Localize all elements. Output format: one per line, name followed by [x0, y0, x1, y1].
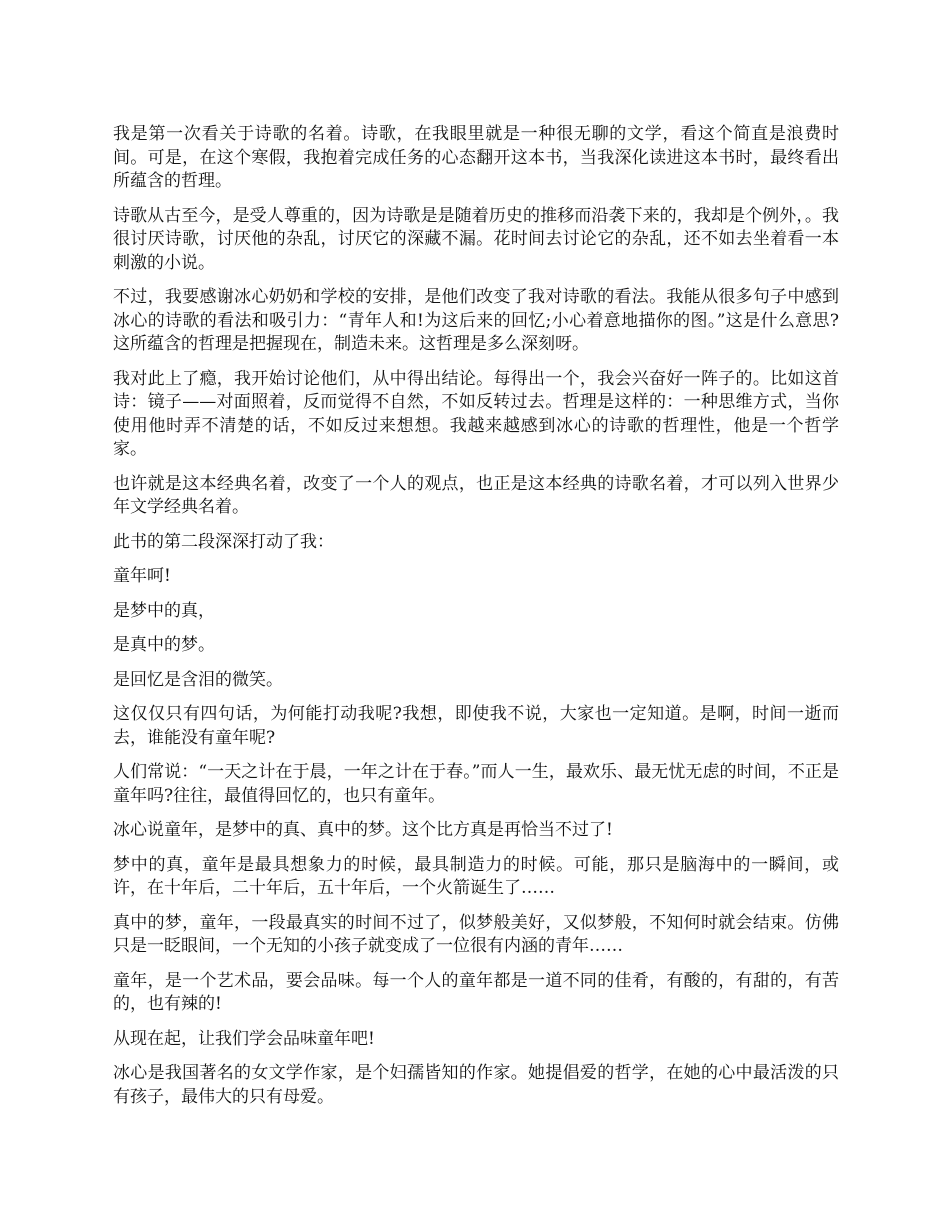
- poem-line: 是回忆是含泪的微笑。: [113, 669, 283, 690]
- paragraph: 也许就是这本经典名着，改变了一个人的观点，也正是这本经典的诗歌名着，才可以列入世界少年文学经典名着。: [113, 473, 839, 517]
- paragraph: 冰心是我国著名的女文学作家，是个妇孺皆知的作家。她提倡爱的哲学，在她的心中最活泼的只有孩子，最伟大的只有母爱。: [113, 1063, 839, 1107]
- paragraph: 人们常说：“一天之计在于晨，一年之计在于春。”而人一生，最欢乐、最无忧无虑的时间，不正是童年吗?往往，最值得回忆的，也只有童年。: [113, 762, 839, 806]
- poem-line: 是梦中的真，: [113, 600, 215, 621]
- paragraph: 不过，我要感谢冰心奶奶和学校的安排，是他们改变了我对诗歌的看法。我能从很多句子中感到冰心的诗歌的看法和吸引力：“青年人和!为这后来的回忆;小心着意地描你的图。”这是什么意思?这所蕴含的哲理是把握现在，制造未来。这哲理是多么深刻呀。: [113, 287, 839, 354]
- paragraph: 我对此上了瘾，我开始讨论他们，从中得出结论。每得出一个，我会兴奋好一阵子的。比如这首诗：镜子——对面照着，反而觉得不自然，不如反转过去。哲理是这样的：一种思维方式，当你使用他时弄不清楚的话，不如反过来想想。我越来越感到冰心的诗歌的哲理性，他是一个哲学家。: [113, 368, 839, 459]
- paragraph: 这仅仅只有四句话，为何能打动我呢?我想，即使我不说，大家也一定知道。是啊，时间一逝而去，谁能没有童年呢?: [113, 704, 839, 748]
- paragraph: 童年，是一个艺术品，要会品味。每一个人的童年都是一道不同的佳肴，有酸的，有甜的，有苦的，也有辣的!: [113, 970, 839, 1014]
- paragraph: 此书的第二段深深打动了我：: [113, 531, 334, 552]
- document-body: [113, 123, 839, 1120]
- paragraph: 我是第一次看关于诗歌的名着。诗歌，在我眼里就是一种很无聊的文学，看这个简直是浪费时间。可是，在这个寒假，我抱着完成任务的心态翻开这本书，当我深化读进这本书时，最终看出所蕴含的哲理。: [113, 124, 839, 191]
- paragraph: 冰心说童年，是梦中的真、真中的梦。这个比方真是再恰当不过了!: [113, 820, 613, 840]
- poem-line: 是真中的梦。: [113, 635, 215, 655]
- paragraph: 从现在起，让我们学会品味童年吧!: [113, 1028, 375, 1049]
- paragraph: 梦中的真，童年是最具想象力的时候，最具制造力的时候。可能，那只是脑海中的一瞬间，或许，在十年后，二十年后，五十年后，一个火箭诞生了……: [113, 854, 839, 898]
- paragraph: 诗歌从古至今，是受人尊重的，因为诗歌是是随着历史的推移而沿袭下来的，我却是个例外，。我很讨厌诗歌，讨厌他的杂乱，讨厌它的深藏不漏。花时间去讨论它的杂乱，还不如去坐着看一本刺激的小说。: [113, 205, 839, 273]
- poem-line: 童年呵!: [113, 566, 171, 586]
- paragraph: 真中的梦，童年，一段最真实的时间不过了，似梦般美好，又似梦般，不知何时就会结束。仿佛只是一眨眼间，一个无知的小孩子就变成了一位很有内涵的青年……: [113, 912, 839, 956]
